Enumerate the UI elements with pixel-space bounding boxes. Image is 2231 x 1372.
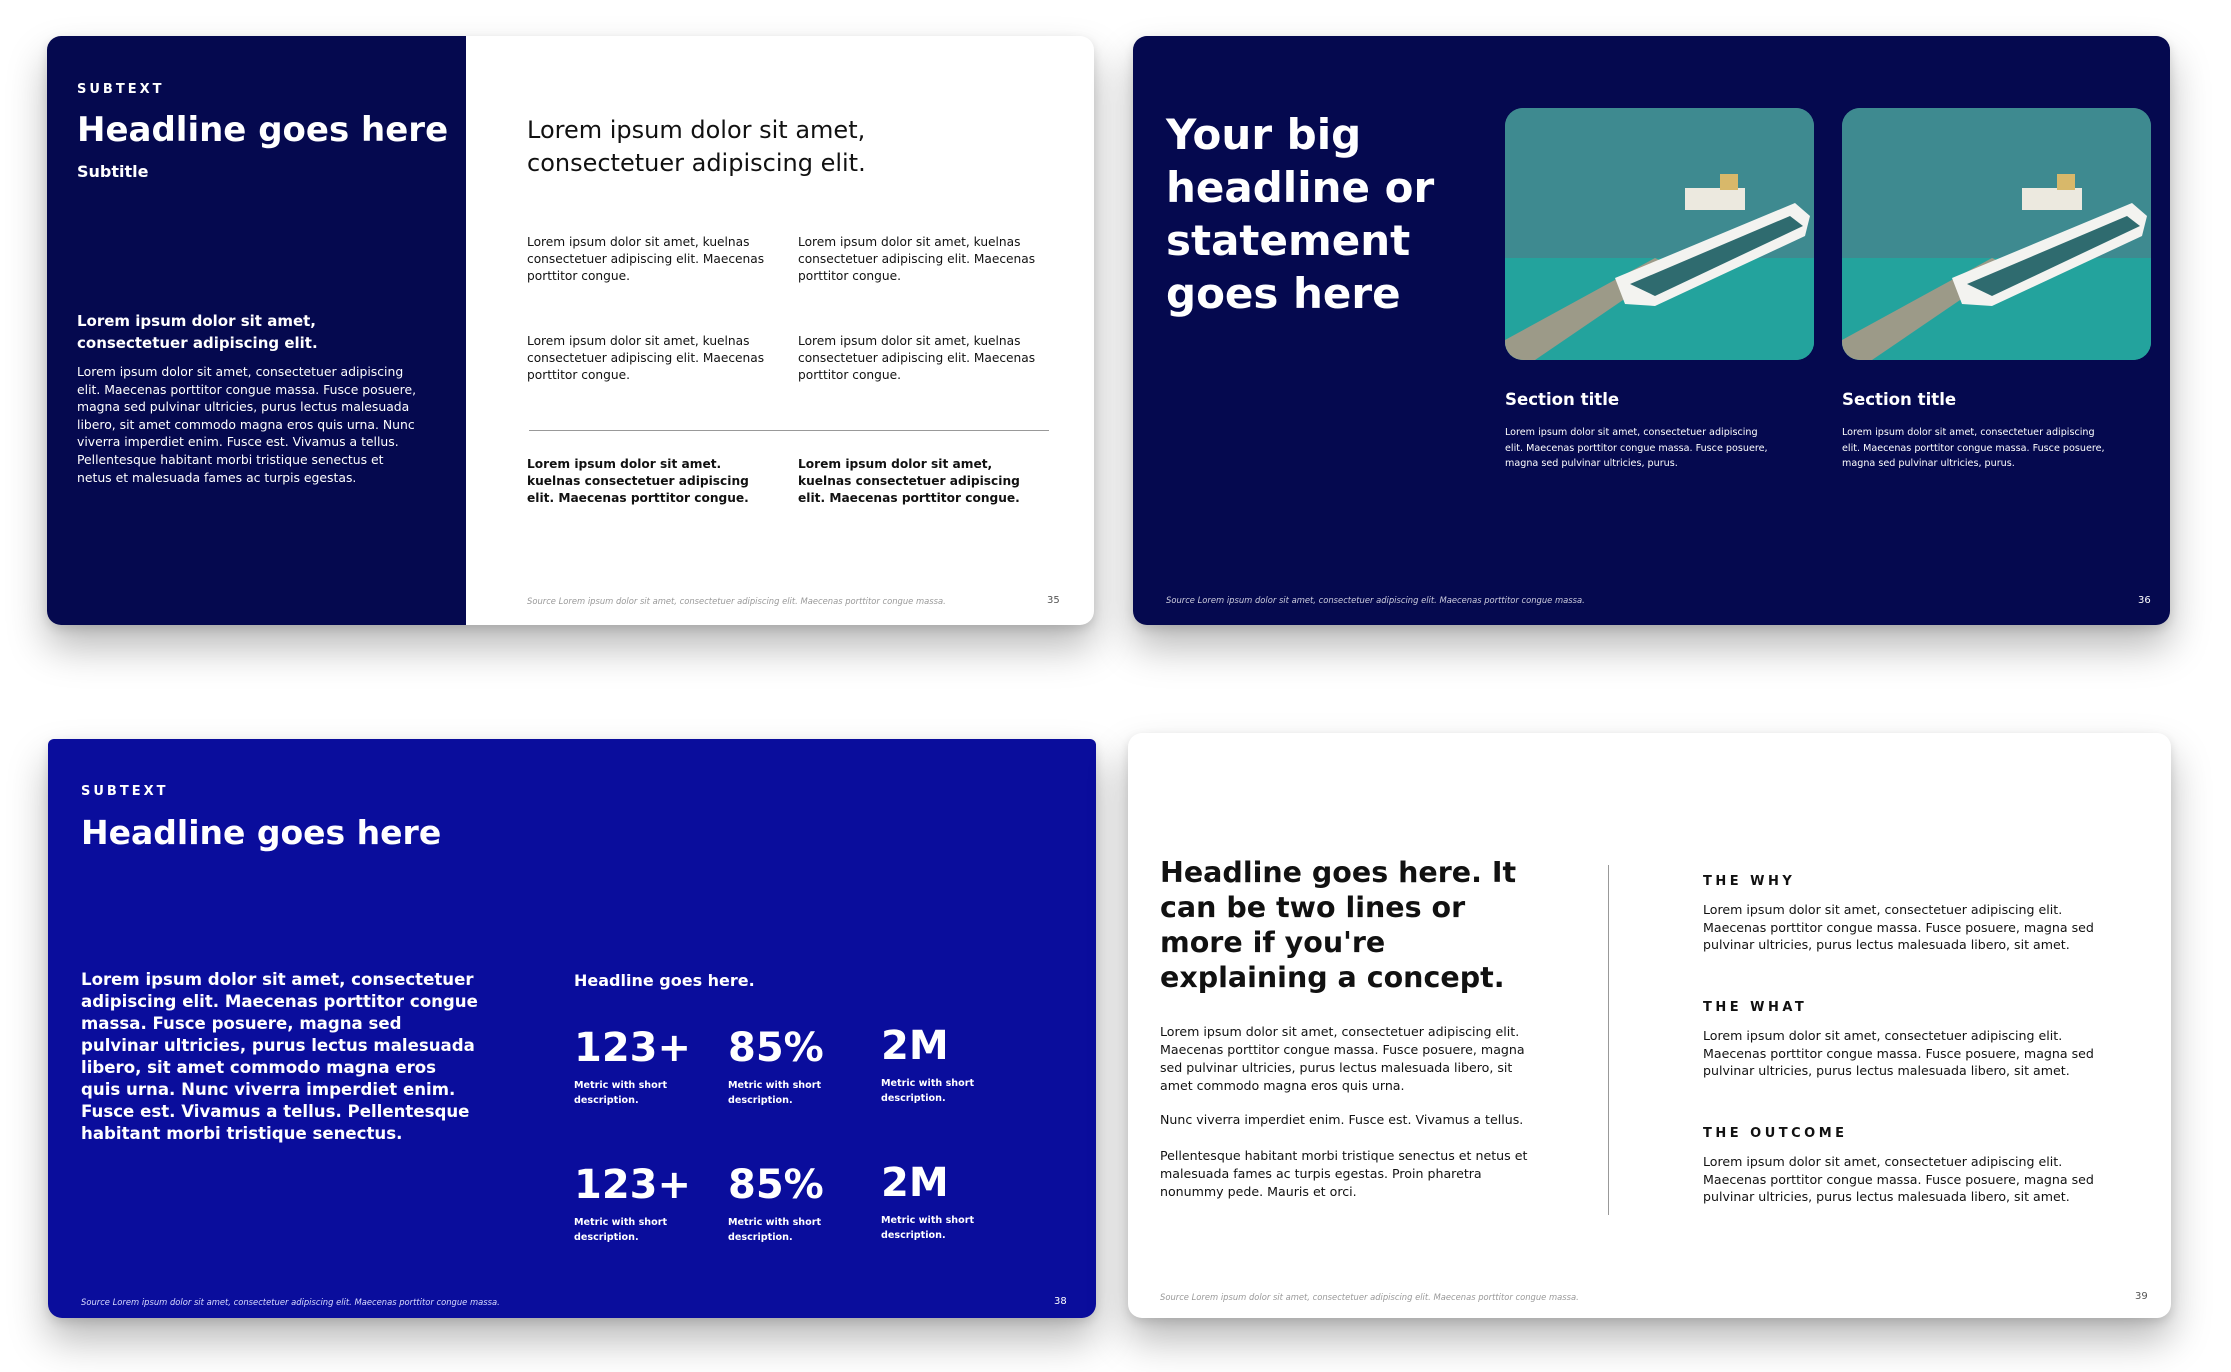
- metric-description: Metric with short description.: [574, 1217, 668, 1243]
- body-text: Lorem ipsum dolor sit amet, consectetuer adipiscing elit. Maecenas porttitor congue massa. Fusce posuere, magna sed pulvinar ultricies, purus lectus malesuada libero, sit amet commodo magna eros quis urna. Nunc viverra imperdiet enim. Fusce est. Vivamus a tellus. Pellentesque habitant morbi tristique senectus et netus et malesuada fames ac turpis egestas.: [77, 364, 417, 485]
- metric-description: Metric with short description.: [574, 1080, 668, 1106]
- slide-36[interactable]: [1133, 36, 2170, 625]
- navy-panel: [47, 36, 466, 625]
- cruise-ship-photo: [1842, 108, 2151, 360]
- section-label: THE WHY: [1703, 874, 1796, 889]
- vertical-divider: [1608, 865, 1609, 1215]
- source-note: Source Lorem ipsum dolor sit amet, consectetuer adipiscing elit. Maecenas porttitor congue massa.: [1160, 1292, 1579, 1302]
- section-body: Lorem ipsum dolor sit amet, consectetuer adipiscing elit. Maecenas porttitor congue massa. Fusce posuere, magna sed pulvinar ultricies, purus.: [1842, 427, 2105, 469]
- metric-value: 2M: [881, 1023, 949, 1069]
- source-note: Source Lorem ipsum dolor sit amet, consectetuer adipiscing elit. Maecenas porttitor congue massa.: [81, 1297, 500, 1307]
- section-body: Lorem ipsum dolor sit amet, consectetuer adipiscing elit. Maecenas porttitor congue massa. Fusce posuere, magna sed pulvinar ultricies, purus.: [1505, 427, 1768, 469]
- body-paragraph: Pellentesque habitant morbi tristique senectus et netus et malesuada fames ac turpis egestas. Proin pharetra nonummy pede. Mauris et orci.: [1160, 1148, 1528, 1199]
- text-cell: Lorem ipsum dolor sit amet, kuelnas consectetuer adipiscing elit. Maecenas porttitor congue.: [527, 235, 765, 283]
- page-number: 38: [1054, 1296, 1067, 1307]
- slide-38[interactable]: [48, 739, 1096, 1318]
- divider: [529, 430, 1049, 431]
- slide-39[interactable]: [1128, 733, 2171, 1318]
- metric-description: Metric with short description.: [728, 1080, 822, 1106]
- right-headline: Lorem ipsum dolor sit amet, consectetuer adipiscing elit.: [527, 116, 866, 177]
- section-body: Lorem ipsum dolor sit amet, consectetuer adipiscing elit. Maecenas porttitor congue massa. Fusce posuere, magna sed pulvinar ultricies, purus lectus malesuada libero, sit amet.: [1703, 1154, 2094, 1205]
- metric: [728, 1024, 868, 1108]
- metric-value: 2M: [881, 1160, 949, 1206]
- body-paragraph: Lorem ipsum dolor sit amet, consectetuer adipiscing elit. Maecenas porttitor congue massa. Fusce posuere, magna sed pulvinar ultricies, purus lectus malesuada libero, sit amet commodo magna eros quis urna. Nunc viverra imperdiet enim. Fusce est. Vivamus a tellus. Pellentesque habitant morbi tristique senectus.: [81, 970, 478, 1143]
- slide-35[interactable]: [47, 36, 1094, 625]
- source-note: Source Lorem ipsum dolor sit amet, consectetuer adipiscing elit. Maecenas porttitor congue massa.: [527, 596, 946, 606]
- metric-value: 123+: [574, 1025, 692, 1071]
- text-cell: Lorem ipsum dolor sit amet, kuelnas consectetuer adipiscing elit. Maecenas porttitor congue.: [798, 235, 1036, 283]
- metric: [728, 1161, 868, 1245]
- cruise-ship-photo: [1505, 108, 1814, 360]
- metric-value: 85%: [728, 1162, 824, 1208]
- subtext-label: SUBTEXT: [81, 784, 169, 799]
- page-number: 36: [2138, 595, 2151, 606]
- section-label: THE OUTCOME: [1703, 1126, 1848, 1141]
- section-body: Lorem ipsum dolor sit amet, consectetuer adipiscing elit. Maecenas porttitor congue massa. Fusce posuere, magna sed pulvinar ultricies, purus lectus malesuada libero, sit amet.: [1703, 1028, 2094, 1079]
- subtitle: Subtitle: [77, 162, 149, 181]
- big-headline: Your big headline or statement goes here: [1166, 110, 1435, 318]
- metric: [574, 1024, 714, 1108]
- metric-description: Metric with short description.: [881, 1215, 975, 1241]
- metrics-headline: Headline goes here.: [574, 971, 755, 990]
- page-number: 39: [2135, 1291, 2148, 1302]
- subtext-label: SUBTEXT: [77, 82, 165, 97]
- section-label: THE WHAT: [1703, 1000, 1808, 1015]
- text-cell-bold: Lorem ipsum dolor sit amet. kuelnas consectetuer adipiscing elit. Maecenas porttitor congue.: [527, 457, 749, 505]
- metric-value: 85%: [728, 1025, 824, 1071]
- headline: Headline goes here: [81, 813, 442, 852]
- text-cell: Lorem ipsum dolor sit amet, kuelnas consectetuer adipiscing elit. Maecenas porttitor congue.: [527, 334, 765, 382]
- metric: [574, 1161, 714, 1245]
- body-paragraph: Lorem ipsum dolor sit amet, consectetuer adipiscing elit. Maecenas porttitor congue massa. Fusce posuere, magna sed pulvinar ultricies, purus lectus malesuada libero, sit amet commodo magna eros quis urna.: [1160, 1024, 1525, 1093]
- section-title: Section title: [1842, 390, 1957, 409]
- section-body: Lorem ipsum dolor sit amet, consectetuer adipiscing elit. Maecenas porttitor congue massa. Fusce posuere, magna sed pulvinar ultricies, purus lectus malesuada libero, sit amet.: [1703, 902, 2094, 953]
- metric: [881, 1159, 1021, 1243]
- source-note: Source Lorem ipsum dolor sit amet, consectetuer adipiscing elit. Maecenas porttitor congue massa.: [1166, 595, 1585, 605]
- lead-text: Lorem ipsum dolor sit amet, consectetuer adipiscing elit.: [77, 312, 318, 352]
- headline: Headline goes here. It can be two lines or more if you're explaining a concept.: [1160, 856, 1517, 994]
- headline: Headline goes here: [77, 110, 449, 150]
- metric: [881, 1022, 1021, 1106]
- metric-description: Metric with short description.: [881, 1078, 975, 1104]
- page-number: 35: [1047, 595, 1060, 606]
- metric-description: Metric with short description.: [728, 1217, 822, 1243]
- body-paragraph: Nunc viverra imperdiet enim. Fusce est. Vivamus a tellus.: [1160, 1112, 1524, 1127]
- text-cell: Lorem ipsum dolor sit amet, kuelnas consectetuer adipiscing elit. Maecenas porttitor congue.: [798, 334, 1036, 382]
- text-cell-bold: Lorem ipsum dolor sit amet, kuelnas consectetuer adipiscing elit. Maecenas porttitor congue.: [798, 457, 1020, 505]
- section-title: Section title: [1505, 390, 1620, 409]
- metric-value: 123+: [574, 1162, 692, 1208]
